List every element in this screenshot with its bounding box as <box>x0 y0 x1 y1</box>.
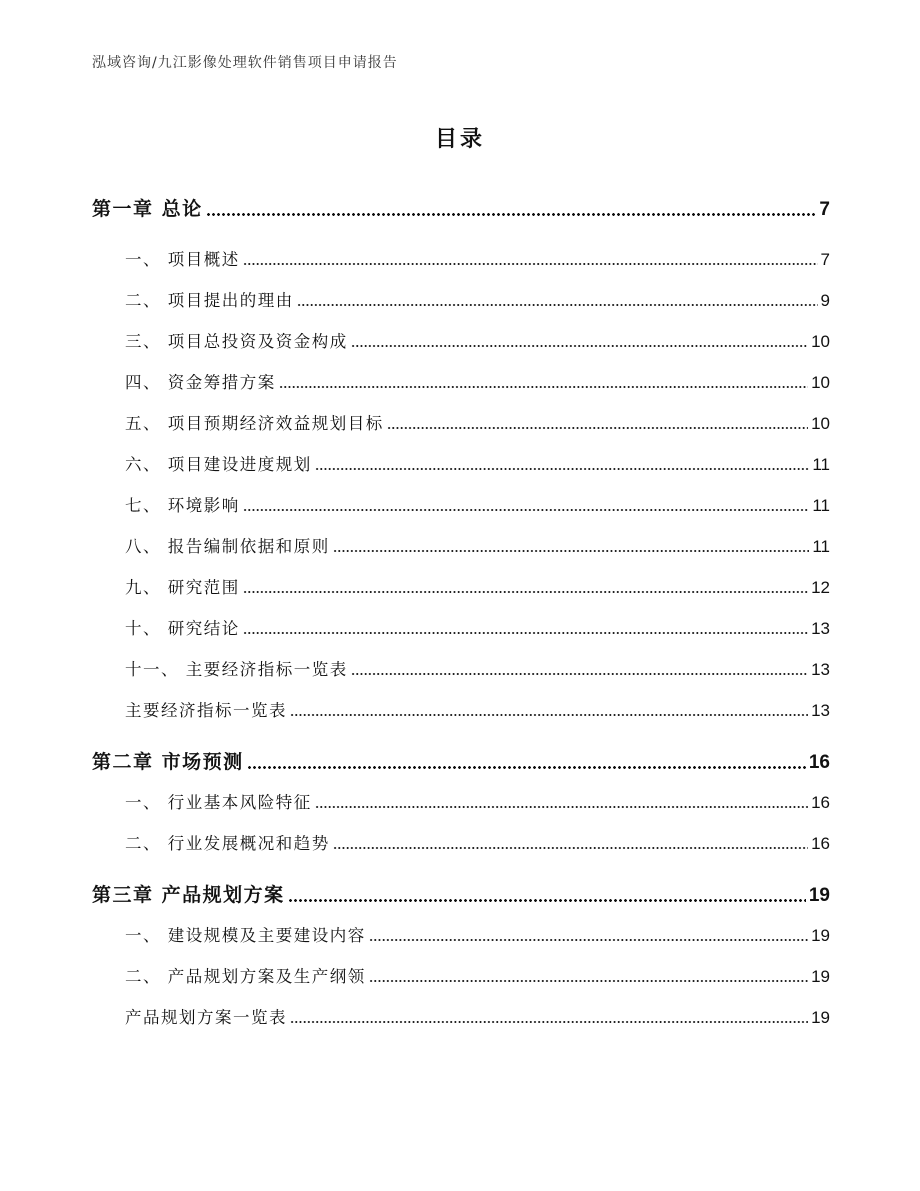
toc-entry-label: 四、 资金筹措方案 <box>125 373 276 392</box>
toc-entry-label: 产品规划方案一览表 <box>125 1008 287 1027</box>
toc-page-number: 11 <box>812 537 830 556</box>
dot-leader <box>351 345 808 347</box>
toc-section-entry[interactable] <box>92 483 830 524</box>
dot-leader <box>387 427 808 429</box>
dot-leader <box>290 714 808 716</box>
page-title: 目录 <box>434 127 485 152</box>
dot-leader <box>243 263 818 265</box>
dot-leader <box>290 1021 808 1023</box>
toc-section-entry[interactable] <box>92 360 830 401</box>
toc-section-entry[interactable] <box>92 780 830 821</box>
toc-section-entry[interactable] <box>92 319 830 360</box>
toc-section-entry[interactable] <box>92 995 830 1036</box>
toc-entry-label: 主要经济指标一览表 <box>125 701 287 720</box>
toc-page-number: 16 <box>811 834 830 853</box>
dot-leader <box>243 632 808 634</box>
toc-page-number: 19 <box>811 1008 830 1027</box>
toc-page-number: 10 <box>811 332 830 351</box>
dot-leader <box>247 766 806 769</box>
toc-entry-label: 二、 行业发展概况和趋势 <box>125 834 330 853</box>
toc-section-entry[interactable] <box>92 913 830 954</box>
toc-page-number: 12 <box>811 578 830 597</box>
dot-leader <box>315 468 810 470</box>
toc-entry-label: 七、 环境影响 <box>125 496 240 515</box>
toc-entry-label: 六、 项目建设进度规划 <box>125 455 312 474</box>
toc-page-number: 7 <box>820 250 830 269</box>
toc-section-entry[interactable] <box>92 278 830 319</box>
toc-section-entry[interactable] <box>92 565 830 606</box>
dot-leader <box>243 591 808 593</box>
toc-page-number: 19 <box>811 967 830 986</box>
toc-section-entry[interactable] <box>92 647 830 688</box>
toc-section-entry[interactable] <box>92 688 830 729</box>
toc-entry-label: 二、 项目提出的理由 <box>125 291 294 310</box>
toc-entry-label: 二、 产品规划方案及生产纲领 <box>125 967 366 986</box>
dot-leader <box>206 213 817 216</box>
dot-leader <box>369 939 808 941</box>
toc-entry-label: 五、 项目预期经济效益规划目标 <box>125 414 384 433</box>
toc-chapter-entry[interactable] <box>92 729 830 780</box>
toc-section-entry[interactable] <box>92 442 830 483</box>
toc-entry-label: 第二章 市场预测 <box>92 751 244 773</box>
toc-page-number: 10 <box>811 373 830 392</box>
toc-page-number: 16 <box>811 793 830 812</box>
dot-leader <box>315 806 808 808</box>
toc-entry-label: 三、 项目总投资及资金构成 <box>125 332 348 351</box>
toc-section-entry[interactable] <box>92 524 830 565</box>
dot-leader <box>333 550 810 552</box>
toc-entry-label: 八、 报告编制依据和原则 <box>125 537 330 556</box>
toc-page-number: 13 <box>811 660 830 679</box>
dot-leader <box>369 980 808 982</box>
toc-entry-label: 一、 项目概述 <box>125 250 240 269</box>
toc-section-entry[interactable] <box>92 237 830 278</box>
toc-entry-label: 九、 研究范围 <box>125 578 240 597</box>
toc-section-entry[interactable] <box>92 954 830 995</box>
toc-entry-label: 一、 行业基本风险特征 <box>125 793 312 812</box>
toc-page-number: 16 <box>808 752 830 773</box>
toc-section-entry[interactable] <box>92 401 830 442</box>
toc-entry-label: 十一、 主要经济指标一览表 <box>125 660 348 679</box>
dot-leader <box>243 509 810 511</box>
page-header: 泓域咨询/九江影像处理软件销售项目申请报告 <box>92 55 398 71</box>
toc-entry-label: 第一章 总论 <box>92 198 203 220</box>
toc-page-number: 11 <box>812 455 830 474</box>
toc-page-number: 13 <box>811 701 830 720</box>
toc-section-entry[interactable] <box>92 606 830 647</box>
toc-page-number: 7 <box>819 199 830 220</box>
dot-leader <box>288 899 806 902</box>
dot-leader <box>351 673 808 675</box>
toc-page-number: 13 <box>811 619 830 638</box>
toc-entry-label: 第三章 产品规划方案 <box>92 884 285 906</box>
toc-page-number: 9 <box>820 291 830 310</box>
toc-page-number: 11 <box>812 496 830 515</box>
toc-entry-label: 一、 建设规模及主要建设内容 <box>125 926 366 945</box>
dot-leader <box>279 386 808 388</box>
toc-page-number: 10 <box>811 414 830 433</box>
toc-chapter-entry[interactable] <box>92 862 830 913</box>
dot-leader <box>297 304 818 306</box>
toc-page-number: 19 <box>811 926 830 945</box>
toc-chapter-entry[interactable] <box>92 176 830 227</box>
table-of-contents <box>92 176 830 1036</box>
dot-leader <box>333 847 808 849</box>
toc-page-number: 19 <box>808 885 830 906</box>
toc-entry-label: 十、 研究结论 <box>125 619 240 638</box>
toc-section-entry[interactable] <box>92 821 830 862</box>
